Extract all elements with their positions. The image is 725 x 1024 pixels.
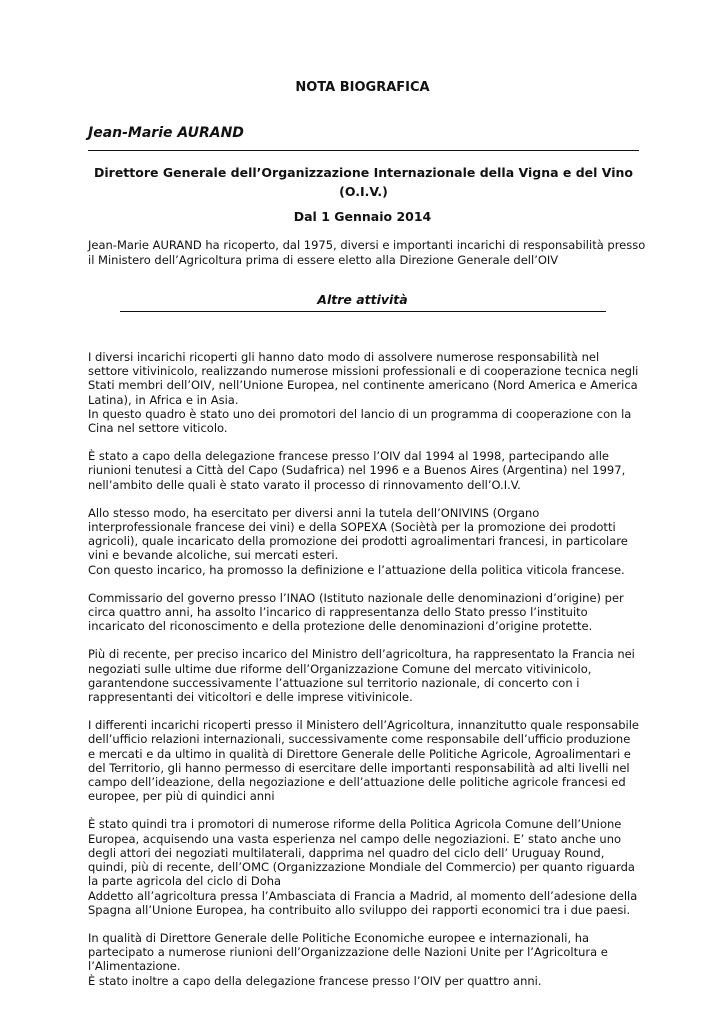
body-paragraph: È stato a capo della delegazione francese presso l’OIV dal 1994 al 1998, partecipando alle riunioni tenutesi a Città del Capo (Sudafrica) nel 1996 e a Buenos Aires (Argentina) nel 1997, nell’ambito delle quali è stato varato il processo di rinnovamento dell’O.I.V. <box>88 449 626 492</box>
body-paragraph: I differenti incarichi ricoperti presso il Ministero dell’Agricoltura, innanzitutto quale responsabile dell’ufficio relazioni internazionali, successivamente come responsabile dell’ufficio produzione e mercati e da ultimo in qualità di Direttore Generale delle Politiche Agricole, Agroalimentari e del Territorio, gli hanno permesso di esercitare delle importanti responsabilità ad alti livelli nel campo dell’ideazione, della negoziazione e dell’attuazione delle politiche agricole francesi ed europee, per più di quindici anni <box>88 718 639 804</box>
start-date-heading: Dal 1 Gennaio 2014 <box>293 209 432 224</box>
document-title: NOTA BIOGRAFICA <box>295 80 430 95</box>
body-paragraph: È stato quindi tra i promotori di numerose riforme della Politica Agricola Comune dell’Unione Europea, acquisendo una vasta esperienza nel campo delle negoziazioni. E’ stato anche uno degli attori dei negoziati multilaterali, dapprima nel quadro del ciclo dell’ Uruguay Round, quindi, più di recente, dell’OMC (Organizzazione Mondiale del Commercio) per quanto riguarda la parte agricola del ciclo di Doha Addetto all’agricoltura pressa l’Ambasciata di Francia a Madrid, al momento dell’adesione della Spagna all’Unione Europea, ha contribuito allo sviluppo dei rapporti economici tra i due paesi. <box>88 817 638 917</box>
person-name: Jean-Marie AURAND <box>88 125 244 141</box>
name-underline-divider <box>88 150 639 151</box>
role-heading: Direttore Generale dell’Organizzazione Internazionale della Vigna e del Vino (O.I.V.) <box>94 165 633 199</box>
body-paragraph: Commissario del governo presso l’INAO (Istituto nazionale delle denominazioni d’origine) per circa quattro anni, ha assolto l’incarico di rappresentanza dello Stato presso l’instituito incaricato del riconoscimento e della protezione delle denominazioni d’origine protette. <box>88 590 624 634</box>
body-paragraph: Allo stesso modo, ha esercitato per diversi anni la tutela dell’ONIVINS (Organo interprofessionale francese dei vini) e della SOPEXA (Sociètà per la promozione dei prodotti agricoli), quale incaricato della promozione dei prodotti agroalimentari francesi, in particolare vini e bevande alcoliche, sui mercati esteri. Con questo incarico, ha promosso la definizione e l’attuazione della politica viticola francese. <box>88 505 628 577</box>
other-activities-divider <box>120 311 606 312</box>
intro-paragraph: Jean-Marie AURAND ha ricoperto, dal 1975, diversi e importanti incarichi di responsabilità presso il Ministero dell’Agricoltura prima di essere eletto alla Direzione Generale dell’OIV <box>88 238 646 267</box>
body-paragraph: Più di recente, per preciso incarico del Ministro dell’agricoltura, ha rappresentato la Francia nei negoziati sulle ultime due riforme dell’Organizzazione Comune del mercato vitivinicolo, garantendone successivamente l’attuazione sul territorio nazionale, di concerto con i rappresentanti dei viticoltori e delle imprese vitivinicole. <box>88 647 635 705</box>
other-activities-heading: Altre attività <box>317 292 408 307</box>
body-paragraph: In qualità di Direttore Generale delle Politiche Economiche europee e internazionali, ha partecipato a numerose riunioni dell’Organizzazione delle Nazioni Unite per l’Agricoltura e l’Alimentazione. È stato inoltre a capo della delegazione francese presso l’OIV per quattro anni. <box>88 930 608 988</box>
biography-body <box>88 350 640 1002</box>
body-paragraph: I diversi incarichi ricoperti gli hanno dato modo di assolvere numerose responsabilità nel settore vitivinicolo, realizzando numerose missioni professionali e di cooperazione tecnica negli Stati membri dell’OIV, nell’Unione Europea, nel continente americano (Nord America e America Latina), in Africa e in Asia. In questo quadro è stato uno dei promotori del lancio di un programma di cooperazione con la Cina nel settore viticolo. <box>88 350 639 436</box>
